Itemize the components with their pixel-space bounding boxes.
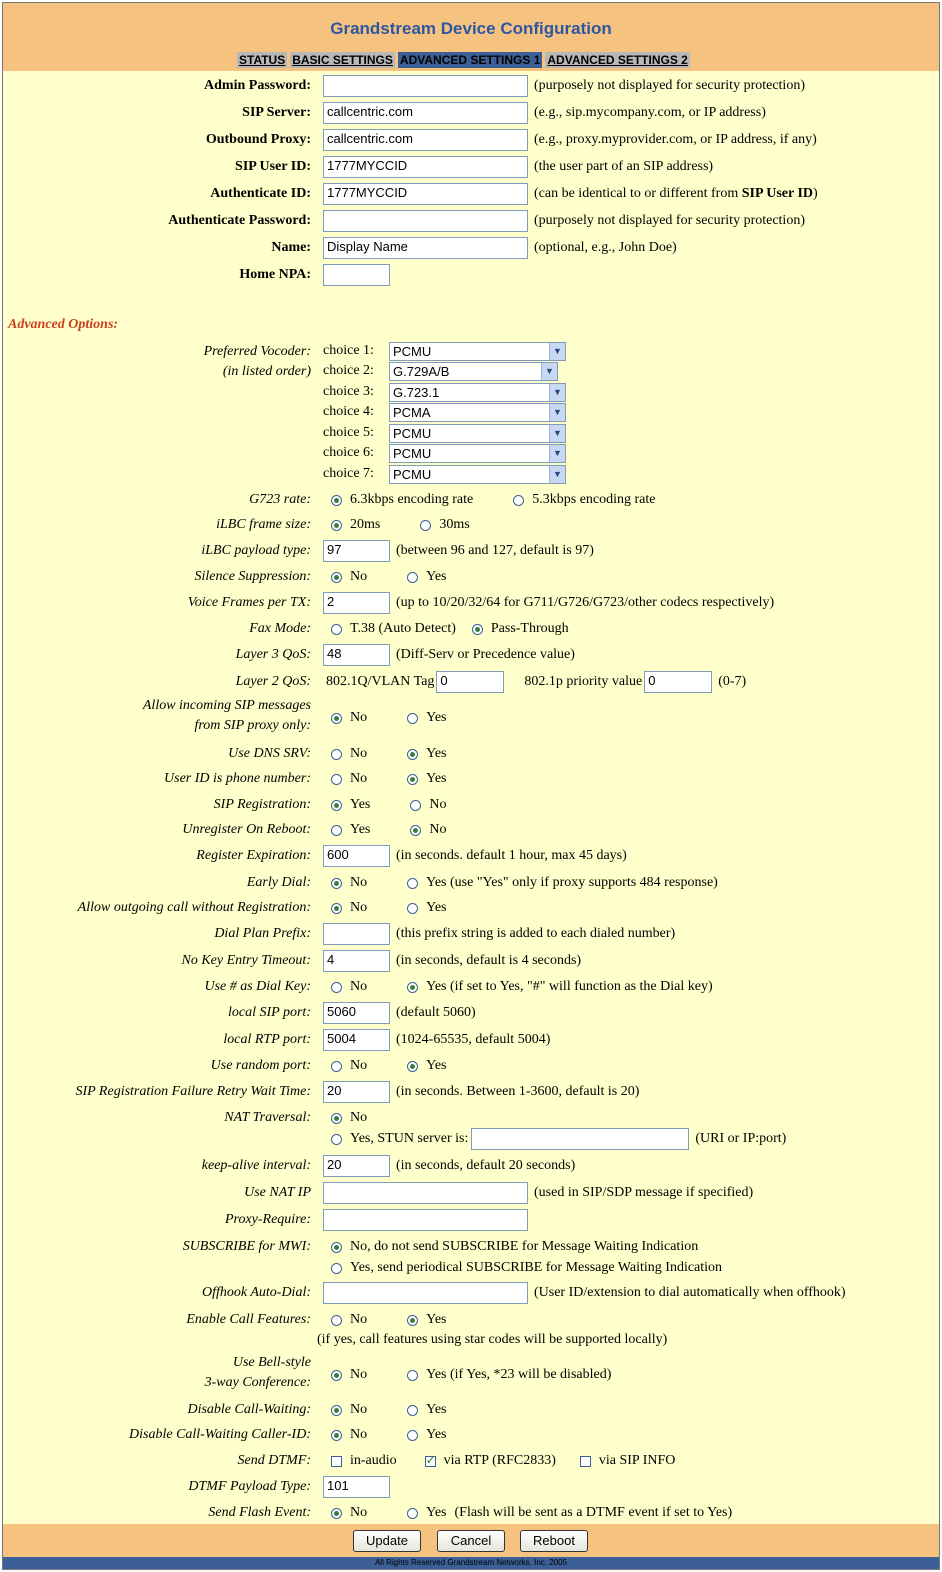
auth-password-label: Authenticate Password: — [168, 213, 311, 228]
proxy-require-row — [3, 1208, 939, 1232]
chevron-down-icon[interactable]: ▼ — [549, 425, 565, 442]
g723-row — [3, 488, 939, 512]
hash-dial-row — [3, 975, 939, 999]
vocoder-choice-value: PCMU — [393, 466, 432, 482]
voice-frames-row — [3, 591, 939, 615]
no-key-field[interactable]: 4 — [323, 950, 390, 972]
dtmf-sipinfo-label: via SIP INFO — [598, 1453, 676, 1468]
voice-frames-label: Voice Frames per TX: — [187, 595, 311, 610]
retry-note: (in seconds. Between 1-3600, default is 20) — [396, 1084, 640, 1099]
bell-row — [3, 1355, 939, 1390]
offhook-label: Offhook Auto-Dial: — [201, 1285, 311, 1300]
cw-no-label: No — [350, 1402, 368, 1417]
chevron-down-icon[interactable]: ▼ — [549, 445, 565, 462]
fax-passthrough-label: Pass-Through — [490, 621, 569, 636]
cwcid-yes-label: Yes — [426, 1427, 447, 1442]
dns-srv-no-radio[interactable] — [331, 749, 342, 760]
nat-ip-field[interactable] — [323, 1182, 528, 1204]
sip-reg-row — [3, 793, 939, 817]
nat-stun-radio[interactable] — [331, 1134, 342, 1145]
bell-yes-radio[interactable] — [407, 1370, 418, 1381]
ilbc-30ms-radio[interactable] — [420, 520, 431, 531]
l2qos-label: Layer 2 QoS: — [235, 674, 311, 689]
dtmf-rtp-checkbox[interactable] — [425, 1456, 436, 1467]
vocoder-choice-label: choice 2: — [323, 363, 374, 378]
dtmf-row — [3, 1449, 939, 1473]
ilbc-payload-note: (between 96 and 127, default is 97) — [396, 543, 594, 558]
flash-yes-radio[interactable] — [407, 1508, 418, 1519]
allow-out-no-radio[interactable] — [331, 903, 342, 914]
reg-exp-label: Register Expiration: — [196, 848, 311, 863]
rtp-port-label: local RTP port: — [223, 1032, 311, 1047]
admin-password-note: (purposely not displayed for security protection) — [534, 78, 805, 93]
outbound-proxy-field[interactable]: callcentric.com — [323, 129, 528, 151]
mwi-row-2 — [3, 1256, 939, 1280]
keepalive-label: keep-alive interval: — [201, 1158, 311, 1173]
early-dial-label: Early Dial: — [246, 875, 311, 890]
outbound-proxy-note: (e.g., proxy.myprovider.com, or IP address, if any) — [534, 132, 817, 147]
vocoder-choice-label: choice 4: — [323, 404, 374, 419]
allow-incoming-no-radio[interactable] — [331, 713, 342, 724]
name-label: Name: — [271, 240, 311, 255]
vocoder-choice-value: PCMU — [393, 425, 432, 441]
l3qos-note: (Diff-Serv or Precedence value) — [396, 647, 575, 662]
vocoder-choice-value: PCMU — [393, 445, 432, 461]
mwi-no-label: No, do not send SUBSCRIBE for Message Waiting Indication — [350, 1239, 699, 1254]
userid-phone-yes-radio[interactable] — [407, 774, 418, 785]
vocoder-choice-label: choice 5: — [323, 425, 374, 440]
fax-label: Fax Mode: — [249, 621, 311, 636]
ilbc-payload-label: iLBC payload type: — [201, 543, 311, 558]
l2qos-row — [3, 670, 939, 694]
stun-server-field[interactable] — [471, 1128, 689, 1150]
g723-53-label: 5.3kbps encoding rate — [532, 492, 656, 507]
nat-ip-note: (used in SIP/SDP message if specified) — [534, 1185, 754, 1200]
stun-note: (URI or IP:port) — [695, 1131, 787, 1146]
sip-reg-no-label: No — [429, 797, 447, 812]
userid-phone-yes-label: Yes — [426, 771, 447, 786]
outbound-proxy-row — [3, 128, 939, 152]
auth-id-field[interactable]: 1777MYCCID — [323, 183, 528, 205]
allow-incoming-label: Allow incoming SIP messages from SIP proxy only: — [142, 698, 311, 733]
dns-srv-yes-label: Yes — [426, 746, 447, 761]
vocoder-choice-value: G.723.1 — [393, 384, 440, 400]
early-dial-yes-radio[interactable] — [407, 878, 418, 889]
rtp-port-row — [3, 1028, 939, 1052]
call-features-no-radio[interactable] — [331, 1315, 342, 1326]
silence-label: Silence Suppression: — [194, 569, 311, 584]
auth-id-note: (can be identical to or different from SIP User ID) — [534, 186, 818, 201]
fax-passthrough-radio[interactable] — [472, 624, 483, 635]
hash-dial-no-radio[interactable] — [331, 982, 342, 993]
early-dial-no-radio[interactable] — [331, 878, 342, 889]
sip-server-field[interactable]: callcentric.com — [323, 102, 528, 124]
bell-no-label: No — [350, 1367, 368, 1382]
config-page — [2, 2, 940, 1570]
flash-no-radio[interactable] — [331, 1508, 342, 1519]
vocoder-choice-row — [3, 341, 939, 361]
vocoder-choice-row — [3, 423, 939, 443]
cw-no-radio[interactable] — [331, 1405, 342, 1416]
dtmf-sipinfo-checkbox[interactable] — [580, 1456, 591, 1467]
unreg-row — [3, 818, 939, 842]
g723-53-radio[interactable] — [513, 495, 524, 506]
dns-srv-no-label: No — [350, 746, 368, 761]
flash-note: (Flash will be sent as a DTMF event if set to Yes) — [454, 1505, 733, 1520]
sip-port-row — [3, 1001, 939, 1025]
tab-bar — [237, 52, 693, 68]
dtmf-payload-label: DTMF Payload Type: — [188, 1479, 311, 1494]
vocoder-choice-row — [3, 382, 939, 402]
bell-label: Use Bell-style 3-way Conference: — [204, 1355, 311, 1390]
reboot-button[interactable]: Reboot — [520, 1530, 588, 1552]
admin-password-field[interactable] — [323, 75, 528, 97]
vocoder-choice-select[interactable] — [389, 465, 566, 484]
dns-srv-label: Use DNS SRV: — [228, 746, 311, 761]
priority-note: (0-7) — [718, 674, 747, 689]
vocoder-choice-label: choice 3: — [323, 384, 374, 399]
dns-srv-yes-radio[interactable] — [407, 749, 418, 760]
mwi-no-radio[interactable] — [331, 1242, 342, 1253]
reg-exp-note: (in seconds. default 1 hour, max 45 days) — [396, 848, 627, 863]
sip-user-id-row — [3, 155, 939, 179]
reg-exp-row — [3, 844, 939, 868]
sip-server-label: SIP Server: — [242, 105, 311, 120]
vocoder-choice-label: choice 6: — [323, 445, 374, 460]
hash-dial-yes-radio[interactable] — [407, 982, 418, 993]
silence-yes-label: Yes — [426, 569, 447, 584]
cwcid-label: Disable Call-Waiting Caller-ID: — [129, 1427, 311, 1442]
auth-password-field[interactable] — [323, 210, 528, 232]
no-key-note: (in seconds, default is 4 seconds) — [396, 953, 582, 968]
silence-row — [3, 565, 939, 589]
bell-yes-label: Yes (if Yes, *23 will be disabled) — [426, 1367, 612, 1382]
vocoder-choice-row — [3, 361, 939, 381]
auth-id-label: Authenticate ID: — [210, 186, 311, 201]
flash-label: Send Flash Event: — [208, 1505, 311, 1520]
l3qos-row — [3, 643, 939, 667]
allow-incoming-yes-label: Yes — [426, 710, 447, 725]
allow-out-yes-radio[interactable] — [407, 903, 418, 914]
dns-srv-row — [3, 742, 939, 766]
offhook-row — [3, 1281, 939, 1305]
l3qos-label: Layer 3 QoS: — [235, 647, 311, 662]
vlan-field[interactable]: 0 — [436, 671, 504, 693]
outbound-proxy-label: Outbound Proxy: — [205, 132, 311, 147]
flash-no-label: No — [350, 1505, 368, 1520]
cancel-button[interactable]: Cancel — [437, 1530, 505, 1552]
tab-status[interactable]: STATUS — [239, 53, 286, 67]
page-title: Grandstream Device Configuration — [330, 19, 612, 38]
no-key-row — [3, 949, 939, 973]
sip-user-id-note: (the user part of an SIP address) — [534, 159, 714, 174]
auth-password-row — [3, 209, 939, 233]
cw-row — [3, 1398, 939, 1422]
sip-reg-yes-radio[interactable] — [331, 800, 342, 811]
reg-exp-field[interactable]: 600 — [323, 845, 390, 867]
voice-frames-note: (up to 10/20/32/64 for G711/G726/G723/other codecs respectively) — [396, 595, 775, 610]
unreg-yes-radio[interactable] — [331, 825, 342, 836]
early-dial-row — [3, 871, 939, 895]
dial-prefix-note: (this prefix string is added to each dialed number) — [396, 926, 676, 941]
vocoder-choice-row — [3, 402, 939, 422]
sip-server-row — [3, 101, 939, 125]
offhook-note: (User ID/extension to dial automatically when offhook) — [534, 1285, 846, 1300]
allow-out-label: Allow outgoing call without Registration: — [77, 900, 311, 915]
flash-row — [3, 1501, 939, 1525]
retry-row — [3, 1080, 939, 1104]
offhook-field[interactable] — [323, 1282, 528, 1304]
dial-prefix-label: Dial Plan Prefix: — [214, 926, 311, 941]
sip-server-note: (e.g., sip.mycompany.com, or IP address) — [534, 105, 766, 120]
random-port-yes-label: Yes — [426, 1058, 447, 1073]
ilbc-frame-label: iLBC frame size: — [216, 517, 311, 532]
nat-stun-label: Yes, STUN server is: — [350, 1131, 469, 1146]
sip-user-id-label: SIP User ID: — [235, 159, 311, 174]
mwi-label: SUBSCRIBE for MWI: — [182, 1239, 311, 1254]
ilbc-payload-row — [3, 539, 939, 563]
vocoder-choice-row — [3, 443, 939, 463]
cw-yes-label: Yes — [426, 1402, 447, 1417]
silence-yes-radio[interactable] — [407, 572, 418, 583]
advanced-options-heading: Advanced Options: — [8, 317, 119, 332]
mwi-yes-label: Yes, send periodical SUBSCRIBE for Message Waiting Indication — [350, 1260, 723, 1275]
home-npa-label: Home NPA: — [239, 267, 311, 282]
vocoder-choice-select[interactable] — [389, 342, 566, 361]
vocoder-choice-row — [3, 464, 939, 484]
early-dial-no-label: No — [350, 875, 368, 890]
keepalive-note: (in seconds, default 20 seconds) — [396, 1158, 576, 1173]
allow-incoming-yes-radio[interactable] — [407, 713, 418, 724]
call-features-note-row — [3, 1328, 939, 1352]
update-button[interactable]: Update — [353, 1530, 421, 1552]
cwcid-no-radio[interactable] — [331, 1430, 342, 1441]
dtmf-payload-row — [3, 1475, 939, 1499]
call-features-yes-label: Yes — [426, 1312, 447, 1327]
unreg-no-radio[interactable] — [410, 825, 421, 836]
priority-label: 802.1p priority value — [524, 674, 643, 689]
chevron-down-icon[interactable]: ▼ — [541, 363, 557, 380]
hash-dial-no-label: No — [350, 979, 368, 994]
admin-password-row — [3, 74, 939, 98]
proxy-require-field[interactable] — [323, 1209, 528, 1231]
vocoder-choice-value: PCMU — [393, 343, 432, 359]
retry-field[interactable]: 20 — [323, 1081, 390, 1103]
vlan-label: 802.1Q/VLAN Tag — [326, 674, 435, 689]
voice-frames-field[interactable]: 2 — [323, 592, 390, 614]
random-port-row — [3, 1054, 939, 1078]
rtp-port-note: (1024-65535, default 5004) — [396, 1032, 551, 1047]
ilbc-20ms-label: 20ms — [350, 517, 381, 532]
sip-reg-no-radio[interactable] — [410, 800, 421, 811]
hash-dial-label: Use # as Dial Key: — [204, 979, 311, 994]
copyright: All Rights Reserved Grandstream Networks, Inc. 2005 — [3, 1557, 939, 1569]
cwcid-yes-radio[interactable] — [407, 1430, 418, 1441]
dtmf-inaudio-label: in-audio — [350, 1453, 397, 1468]
home-npa-field[interactable] — [323, 264, 390, 286]
vocoder-choice-label: choice 7: — [323, 466, 374, 481]
dtmf-inaudio-checkbox[interactable] — [331, 1456, 342, 1467]
l3qos-field[interactable]: 48 — [323, 644, 390, 666]
nat-no-radio[interactable] — [331, 1113, 342, 1124]
call-features-no-label: No — [350, 1312, 368, 1327]
priority-field[interactable]: 0 — [644, 671, 712, 693]
dtmf-rtp-label: via RTP (RFC2833) — [443, 1453, 556, 1468]
userid-phone-row — [3, 767, 939, 791]
random-port-yes-radio[interactable] — [407, 1061, 418, 1072]
g723-label: G723 rate: — [249, 492, 311, 507]
chevron-down-icon[interactable]: ▼ — [549, 466, 565, 483]
unreg-no-label: No — [429, 822, 447, 837]
ilbc-payload-field[interactable]: 97 — [323, 540, 390, 562]
hash-dial-yes-label: Yes (if set to Yes, "#" will function as the Dial key) — [426, 979, 713, 994]
dtmf-label: Send DTMF: — [237, 1453, 311, 1468]
vocoder-sublabel: (in listed order) — [222, 364, 311, 379]
sip-reg-yes-label: Yes — [350, 797, 371, 812]
nat-stun-row — [3, 1127, 939, 1151]
call-features-label: Enable Call Features: — [186, 1312, 311, 1327]
dtmf-payload-field[interactable]: 101 — [323, 1476, 390, 1498]
tab-basic-settings[interactable]: BASIC SETTINGS — [292, 53, 393, 67]
vocoder-choice-select[interactable] — [389, 362, 558, 381]
g723-63-label: 6.3kbps encoding rate — [350, 492, 474, 507]
vocoder-choice-value: PCMA — [393, 404, 431, 420]
allow-incoming-row — [3, 698, 939, 733]
allow-out-no-label: No — [350, 900, 368, 915]
allow-out-row — [3, 896, 939, 920]
vocoder-choice-select[interactable] — [389, 403, 566, 422]
ilbc-30ms-label: 30ms — [439, 517, 470, 532]
keepalive-row — [3, 1154, 939, 1178]
allow-out-yes-label: Yes — [426, 900, 447, 915]
nat-label: NAT Traversal: — [224, 1110, 311, 1125]
nat-ip-label: Use NAT IP — [244, 1185, 311, 1200]
vocoder-choice-value: G.729A/B — [393, 363, 450, 379]
chevron-down-icon[interactable]: ▼ — [549, 384, 565, 401]
sip-port-label: local SIP port: — [228, 1005, 311, 1020]
cwcid-row — [3, 1423, 939, 1447]
ilbc-20ms-radio[interactable] — [331, 520, 342, 531]
tab-advanced-settings-1[interactable]: ADVANCED SETTINGS 1 — [399, 53, 541, 67]
vocoder-choice-label: choice 1: — [323, 343, 374, 358]
vocoder-choice-select[interactable] — [389, 444, 566, 463]
random-port-no-radio[interactable] — [331, 1061, 342, 1072]
silence-no-radio[interactable] — [331, 572, 342, 583]
g723-63-radio[interactable] — [331, 495, 342, 506]
header-bar — [3, 3, 939, 71]
auth-id-row — [3, 182, 939, 206]
dial-prefix-field[interactable] — [323, 923, 390, 945]
name-note: (optional, e.g., John Doe) — [534, 240, 677, 255]
cwcid-no-label: No — [350, 1427, 368, 1442]
name-field[interactable]: Display Name — [323, 237, 528, 259]
cw-yes-radio[interactable] — [407, 1405, 418, 1416]
admin-password-label: Admin Password: — [204, 78, 311, 93]
silence-no-label: No — [350, 569, 368, 584]
fax-t38-radio[interactable] — [331, 624, 342, 635]
proxy-require-label: Proxy-Require: — [224, 1212, 311, 1227]
keepalive-field[interactable]: 20 — [323, 1155, 390, 1177]
nat-ip-row — [3, 1181, 939, 1205]
userid-phone-no-label: No — [350, 771, 368, 786]
retry-label: SIP Registration Failure Retry Wait Time: — [75, 1084, 311, 1099]
allow-incoming-no-label: No — [350, 710, 368, 725]
flash-yes-label: Yes — [426, 1505, 447, 1520]
tab-advanced-settings-2[interactable]: ADVANCED SETTINGS 2 — [547, 53, 688, 67]
unreg-yes-label: Yes — [350, 822, 371, 837]
rtp-port-field[interactable]: 5004 — [323, 1029, 390, 1051]
no-key-label: No Key Entry Timeout: — [181, 953, 311, 968]
auth-password-note: (purposely not displayed for security protection) — [534, 213, 805, 228]
vocoder-label: Preferred Vocoder: — [203, 344, 311, 359]
cw-label: Disable Call-Waiting: — [187, 1402, 311, 1417]
random-port-label: Use random port: — [210, 1058, 311, 1073]
call-features-yes-radio[interactable] — [407, 1315, 418, 1326]
userid-phone-label: User ID is phone number: — [164, 771, 311, 786]
name-row — [3, 236, 939, 260]
fax-t38-label: T.38 (Auto Detect) — [350, 621, 456, 636]
home-npa-row — [3, 263, 939, 287]
chevron-down-icon[interactable]: ▼ — [549, 404, 565, 421]
userid-phone-no-radio[interactable] — [331, 774, 342, 785]
mwi-yes-radio[interactable] — [331, 1263, 342, 1274]
nat-no-label: No — [350, 1110, 368, 1125]
unreg-label: Unregister On Reboot: — [182, 822, 311, 837]
call-features-note: (if yes, call features using star codes will be supported locally) — [317, 1332, 668, 1347]
sip-port-field[interactable]: 5060 — [323, 1002, 390, 1024]
sip-user-id-field[interactable]: 1777MYCCID — [323, 156, 528, 178]
bell-no-radio[interactable] — [331, 1370, 342, 1381]
ilbc-frame-row — [3, 513, 939, 537]
random-port-no-label: No — [350, 1058, 368, 1073]
vocoder-choice-select[interactable] — [389, 424, 566, 443]
dial-prefix-row — [3, 922, 939, 946]
fax-row — [3, 617, 939, 641]
early-dial-yes-label: Yes (use "Yes" only if proxy supports 484 response) — [426, 875, 718, 890]
vocoder-choice-select[interactable] — [389, 383, 566, 402]
sip-reg-label: SIP Registration: — [213, 797, 311, 812]
sip-port-note: (default 5060) — [396, 1005, 476, 1020]
chevron-down-icon[interactable]: ▼ — [549, 343, 565, 360]
